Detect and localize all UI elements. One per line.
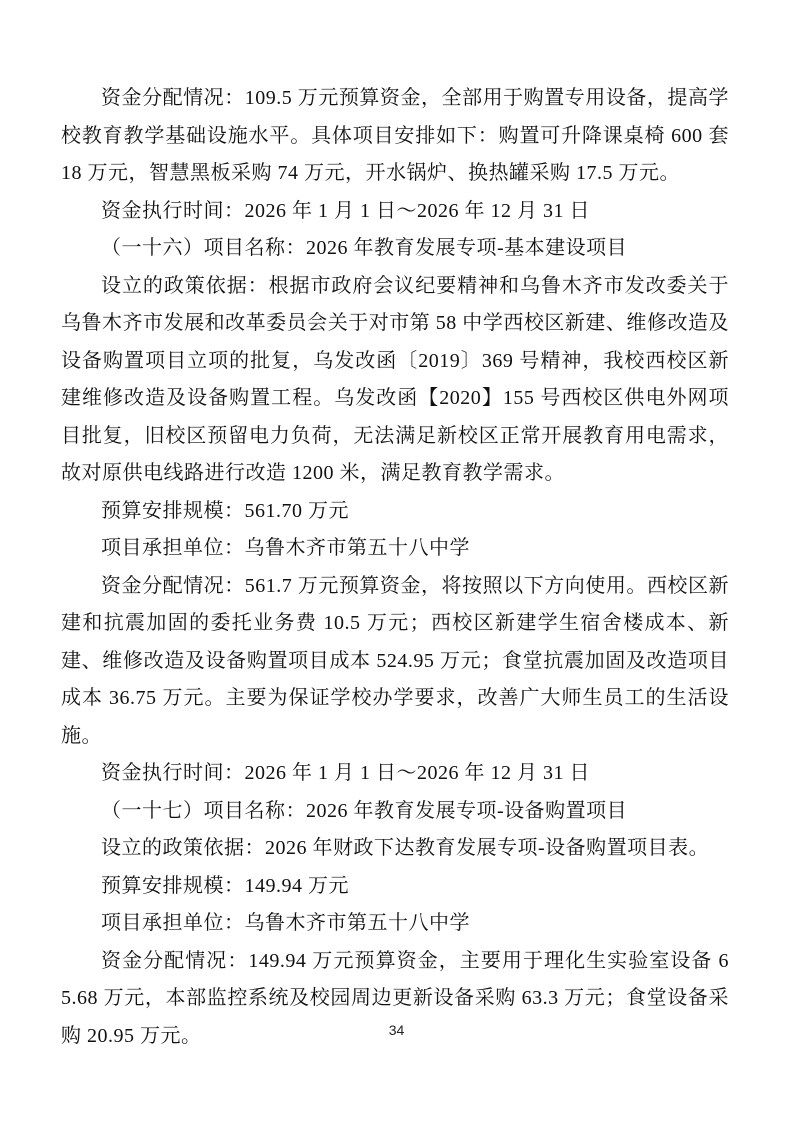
- paragraph-project-title-16: （一十六）项目名称：2026 年教育发展专项-基本建设项目: [101, 237, 628, 259]
- paragraph-project-title-17: （一十七）项目名称：2026 年教育发展专项-设备购置项目: [101, 799, 628, 822]
- paragraph-budget-scale-17: 预算安排规模：149.94 万元: [101, 874, 349, 897]
- paragraph-policy-basis-16: 设立的政策依据：根据市政府会议纪要精神和乌鲁木齐市发改委关于乌鲁木齐市发展和改革委员会关于对市第 58 中学西校区新建、维修改造及设备购置项目立项的批复，乌发改函〔2019〕369 号精神，我校西校区新建维修改造及设备购置工程。乌发改函【2020】155 号西校区供电外网项目批复，旧校区预留电力负荷，无法满足新校区正常开展教育用电需求，故对原供电线路进行改造 1200 米，满足教育教学需求。: [61, 274, 729, 484]
- document-body: [61, 80, 729, 1055]
- paragraph-undertaking-unit-16: 项目承担单位：乌鲁木齐市第五十八中学: [101, 537, 470, 559]
- paragraph-execution-time-1: 资金执行时间：2026 年 1 月 1 日～2026 年 12 月 31 日: [101, 199, 590, 222]
- page-number: 34: [388, 1022, 405, 1038]
- paragraph-funds-allocation-1: 资金分配情况：109.5 万元预算资金，全部用于购置专用设备，提高学校教育教学基础设施水平。具体项目安排如下：购置可升降课桌椅 600 套 18 万元，智慧黑板采购 74 万元，开水锅炉、换热罐采购 17.5 万元。: [61, 87, 729, 184]
- paragraph-funds-allocation-17: 资金分配情况：149.94 万元预算资金，主要用于理化生实验室设备 65.68 万元，本部监控系统及校园周边更新设备采购 63.3 万元；食堂设备采购 20.95 万元。: [61, 949, 729, 1047]
- paragraph-undertaking-unit-17: 项目承担单位：乌鲁木齐市第五十八中学: [101, 912, 470, 934]
- paragraph-policy-basis-17: 设立的政策依据：2026 年财政下达教育发展专项-设备购置项目表。: [101, 837, 710, 859]
- page-footer: [0, 1022, 793, 1040]
- paragraph-funds-allocation-16: 资金分配情况：561.7 万元预算资金，将按照以下方向使用。西校区新建和抗震加固的委托业务费 10.5 万元；西校区新建学生宿舍楼成本、新建、维修改造及设备购置项目成本 524.95 万元；食堂抗震加固及改造项目成本 36.75 万元。主要为保证学校办学要求，改善广大师生员工的生活设施。: [61, 574, 729, 747]
- paragraph-execution-time-16: 资金执行时间：2026 年 1 月 1 日～2026 年 12 月 31 日: [101, 762, 590, 784]
- paragraph-budget-scale-16: 预算安排规模：561.70 万元: [101, 499, 349, 522]
